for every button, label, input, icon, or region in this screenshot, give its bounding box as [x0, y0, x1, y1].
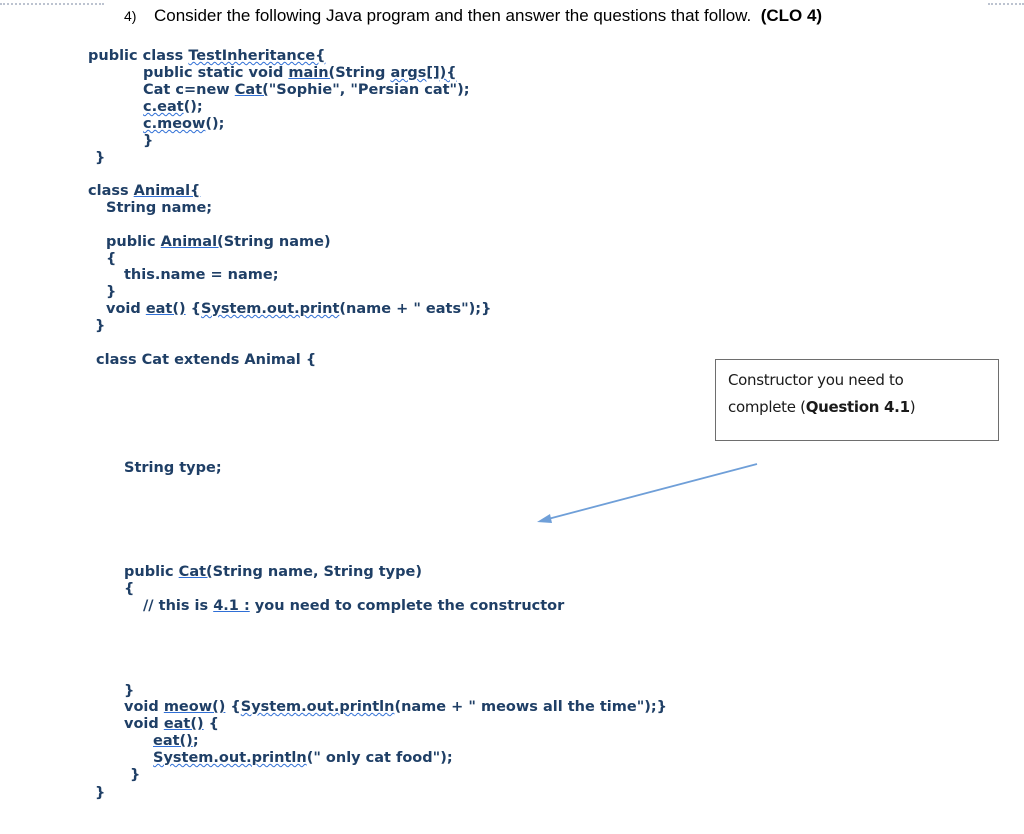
code-line-12: this.name = name;: [124, 267, 279, 283]
code-line-13: }: [106, 284, 117, 300]
code-line-20: // this is 4.1 : you need to complete the constructor: [143, 598, 565, 614]
code-line-19: {: [124, 581, 135, 597]
arrow-shaft: [548, 464, 757, 519]
question-number: 4): [124, 8, 137, 24]
code-line-26: }: [130, 767, 141, 783]
code-line-21: }: [124, 683, 135, 699]
code-line-11: {: [106, 251, 117, 267]
code-line-14: void eat() {System.out.print(name + " eats");}: [106, 301, 492, 317]
code-line-10: public Animal(String name): [106, 234, 331, 250]
code-line-25: System.out.println(" only cat food");: [153, 750, 453, 766]
code-line-4: c.eat();: [143, 99, 203, 115]
code-line-16: class Cat extends Animal {: [96, 352, 317, 368]
code-line-9: String name;: [106, 200, 213, 216]
code-line-7: }: [95, 150, 106, 166]
code-line-15: }: [95, 318, 106, 334]
code-line-1: public class TestInheritance{: [88, 48, 326, 64]
code-line-22: void meow() {System.out.println(name + " meows all the time");}: [124, 699, 667, 715]
code-line-3: Cat c=new Cat("Sophie", "Persian cat");: [143, 82, 470, 98]
code-line-5: c.meow();: [143, 116, 225, 132]
clo-label: (CLO 4): [760, 6, 823, 25]
code-line-23: void eat() {: [124, 716, 219, 732]
code-line-18: public Cat(String name, String type): [124, 564, 422, 580]
code-line-17: String type;: [124, 460, 222, 476]
arrow-head: [537, 514, 552, 523]
code-line-27: }: [95, 785, 106, 801]
callout-line-1: Constructor you need to: [728, 371, 904, 389]
callout-line-2: complete (Question 4.1): [728, 398, 916, 416]
code-line-2: public static void main(String args[]){: [143, 65, 457, 81]
question-prompt: Consider the following Java program and then answer the questions that follow.: [154, 6, 752, 25]
code-line-24: eat();: [153, 733, 199, 749]
code-line-6: }: [143, 133, 154, 149]
code-line-8: class Animal{: [88, 183, 201, 199]
